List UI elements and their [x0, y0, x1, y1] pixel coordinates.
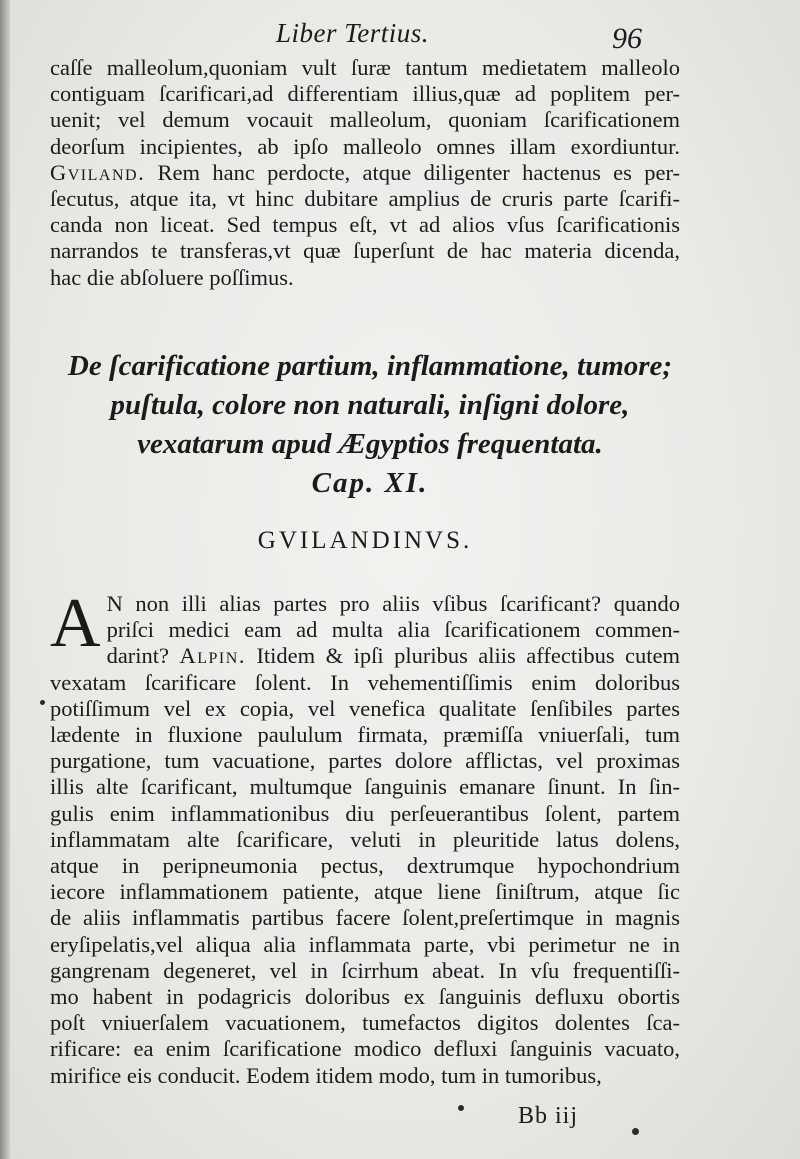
- text-line: gulis enim inflammationibus diu perſeuerantibus ſolent, partem: [50, 800, 680, 826]
- main-paragraph: [50, 585, 681, 1089]
- ink-speck: [40, 700, 45, 705]
- chapter-number: Cap. XI.: [311, 467, 429, 499]
- ink-speck: [632, 1128, 639, 1135]
- text-line: rificare: ea enim ſcarificatione modico defluxi ſanguinis vacuato,: [50, 1036, 680, 1062]
- text-line: purgatione, tum vacuatione, partes dolore afflictas, vel proximas: [50, 748, 680, 774]
- text-line: [50, 160, 680, 186]
- text-line: mo habent in podagricis doloribus ex ſanguinis defluxu obortis: [50, 984, 680, 1010]
- heading-line: vexatarum apud Ægyptios frequentata.: [137, 428, 603, 460]
- heading-line: De ſcarificatione partium, inflammatione, tumore;: [67, 350, 673, 382]
- text-line: narrandos te transferas,vt quæ ſuperſunt de hac materia dicenda,: [50, 238, 680, 264]
- text-line: gangrenam degeneret, vel in ſcirrhum abeat. In vſu frequentiſſi-: [50, 957, 680, 983]
- running-head: [0, 14, 800, 54]
- text-fragment: Rem hanc perdocte, atque diligenter hactenus es per-: [157, 159, 680, 185]
- text-line: de aliis inflammatis partibus facere ſolent,preſertimque in magnis: [50, 905, 680, 931]
- text-line: mirifice eis conducit. Eodem itidem modo, tum in tumoribus,: [50, 1062, 602, 1088]
- text-fragment: darint?: [106, 643, 170, 669]
- signature-mark: Bb iij: [518, 1103, 579, 1129]
- top-paragraph: [50, 55, 680, 291]
- text-line: hac die abſoluere poſſimus.: [50, 264, 294, 290]
- speaker-name-inline: Gviland.: [50, 159, 146, 185]
- text-line: eryſipelatis,vel aliqua alia inflammata parte, vbi perimetur ne in: [50, 931, 680, 957]
- text-line: vexatam ſcarificare ſolent. In vehementiſſimis enim doloribus: [50, 669, 680, 695]
- text-line: ſecutus, atque ita, vt hinc dubitare amplius de cruris parte ſcarifi-: [50, 186, 680, 212]
- drop-cap: A: [50, 585, 101, 662]
- ink-speck: [458, 1105, 464, 1111]
- page-gutter-shadow: [0, 0, 10, 1159]
- text-line: priſci medici eam ad multa alia ſcarificationem commen-: [106, 617, 680, 643]
- text-line: deorſum incipientes, ab ipſo malleolo omnes illam exordiuntur.: [50, 133, 680, 159]
- text-line: caſſe malleolum,quoniam vult ſuræ tantum medietatem malleolo: [50, 55, 680, 80]
- page-number: 96: [612, 22, 642, 55]
- text-line: uenit; vel demum vocauit malleolum, quoniam ſcarificationem: [50, 107, 680, 133]
- text-line: inflammatam alte ſcarificare, veluti in pleuritide latus dolens,: [50, 826, 680, 852]
- text-line: [50, 643, 680, 669]
- chapter-heading: [40, 347, 700, 503]
- text-line: atque in peripneumonia pectus, dextrumque hypochondrium: [50, 853, 680, 879]
- running-title: Liber Tertius.: [276, 18, 430, 48]
- text-line: canda non liceat. Sed tempus eſt, vt ad alios vſus ſcarificationis: [50, 212, 680, 238]
- text-fragment: Itidem & ipſi pluribus aliis affectibus cutem: [256, 643, 681, 669]
- text-line: lædente in fluxione paululum firmata, præmiſſa vniuerſali, tum: [50, 722, 680, 748]
- text-line: potiſſimum vel ex copia, vel venefica qualitate ſenſibiles partes: [50, 695, 680, 721]
- heading-line: puſtula, colore non naturali, inſigni dolore,: [110, 389, 630, 421]
- text-line: poſt vniuerſalem vacuationem, tumefactos digitos dolentes ſca-: [50, 1010, 680, 1036]
- text-line: N non illi alias partes pro aliis vſibus ſcarificant? quando: [106, 591, 680, 616]
- speaker-heading: GVILANDINVS.: [257, 527, 473, 554]
- text-line: contiguam ſcarificari,ad differentiam illius,quæ ad poplitem per-: [50, 81, 680, 107]
- text-line: illis alte ſcarificant, multumque ſanguinis emanare ſinunt. In ſin-: [50, 774, 680, 800]
- speaker-name-inline: Alpin.: [179, 643, 246, 669]
- text-line: iecore inflammationem patiente, atque liene ſiniſtrum, atque ſic: [50, 879, 680, 905]
